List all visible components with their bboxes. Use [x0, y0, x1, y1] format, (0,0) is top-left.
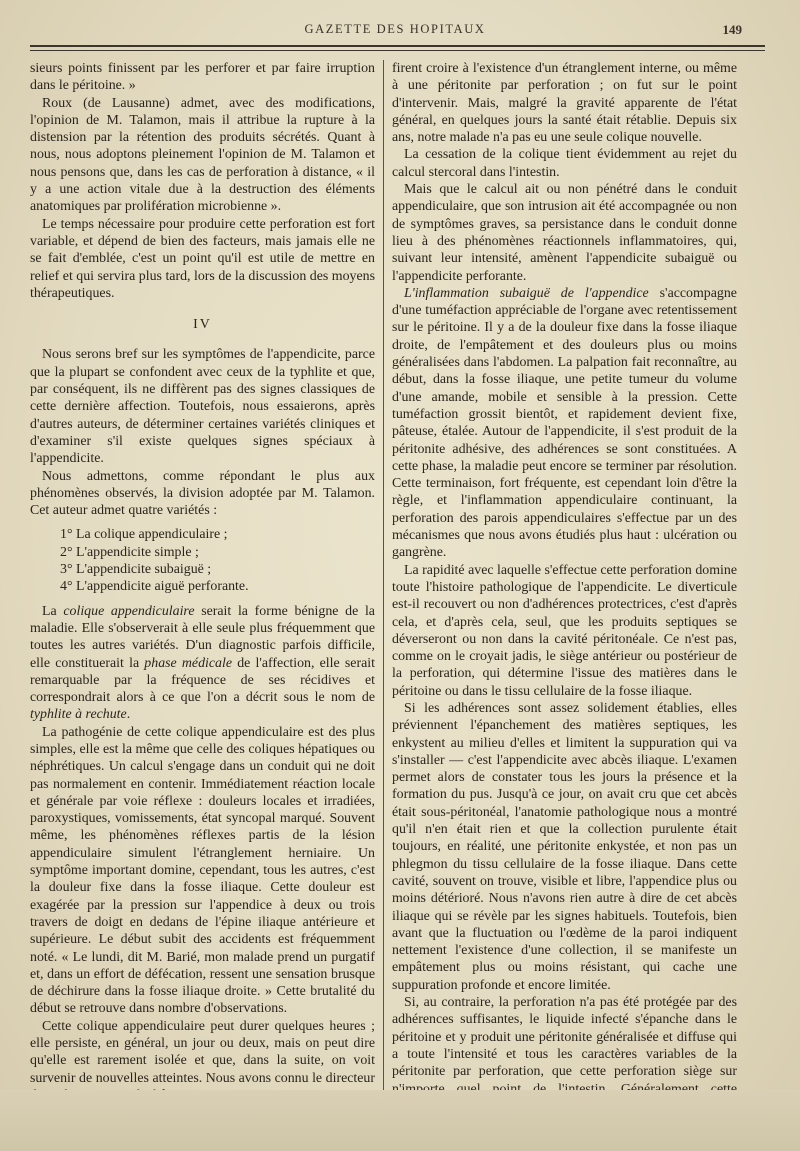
page-number: 149 — [722, 22, 742, 37]
text-run: serait la forme bénigne de la maladie. Elle s'observerait à elle seule plus fréquemment que toutes les autres variétés. D'un diagnostic parfois difficile, elle constituerait la — [30, 603, 375, 671]
paragraph: La rapidité avec laquelle s'effectue cette perforation domine toute l'histoire pathologique de l'appendicite. Le diverticule est-il recouvert ou non d'adhérences protectrices, c'est d'après cela, et d'après cela, seul, que les produits septiques se déverseront ou non dans la cavité péritonéale. Ce n'est pas, comme on le croyait jadis, le siège antérieur ou postérieur de la perforation, qui détermine l'issue des matières dans le péritoine ou dans le tissu cellulaire de la fosse iliaque. — [392, 562, 737, 699]
list-item: 1° La colique appendiculaire ; — [60, 527, 228, 543]
list-item: 3° L'appendicite subaiguë ; — [60, 562, 212, 578]
paragraph: Nous admettons, comme répondant le plus aux phénomènes observés, la division adoptée par M. Talamon. Cet auteur admet quatre variétés : — [30, 468, 375, 519]
list-item: 4° L'appendicite aiguë perforante. — [60, 579, 249, 595]
page-bottom-margin — [0, 1090, 800, 1151]
text-run: s'accompagne d'une tuméfaction appréciable de l'organe avec retentissement sur le péritoine. Il y a de la douleur fixe dans la fosse iliaque droite, de l'empâtement et des douleurs plus ou moins généralisées dans l'abdomen. La palpation fait reconnaître, au début, dans la fosse iliaque, une petite tumeur du volume d'une amande, mobile et sensible à la pression. Cette tuméfaction grossit bientôt, et rapidement devient fixe, pâteuse, étalée. Autour de l'appendicite, il s'est produit de la péritonite adhésive, des adhérences se sont constituées. A cette phase, la maladie peut encore se terminer par résolution. Cette terminaison, fort fréquente, est cependant loin d'être la règle, et l'inflammation appendiculaire continuant, la perforation des parois appendiculaires s'effectue par un des mécanismes que nous avons étudiés plus haut : ulcération ou gangrène. — [392, 285, 737, 561]
varieties-list — [30, 526, 375, 595]
running-header: GAZETTE DES HOPITAUX — [304, 22, 486, 36]
paragraph: Roux (de Lausanne) admet, avec des modifications, l'opinion de M. Talamon, mais il attribue la rupture à la distension par la rétention des produits sécrétés. Quant à nous, nous adoptons pleinement l'opinion de M. Talamon et nous pensons que, dans les cas de perforation à distance, « il y a une action vitale due à la destruction des éléments anatomiques par prolifération microbienne ». — [30, 95, 375, 215]
paragraph: La pathogénie de cette colique appendiculaire est des plus simples, elle est la même que celle des coliques hépatiques ou néphrétiques. Un calcul s'engage dans un conduit qui ne doit pas normalement en contenir. Immédiatement réaction locale et générale par voie réflexe : douleurs locales et irradiées, paroxystiques, vomissements, état syncopal marqué. Souvent même, les phénomènes réflexes partis de la lésion appendiculaire simulent l'étranglement herniaire. Un symptôme important domine, cependant, tous les autres, c'est la douleur fixe dans la fosse iliaque. Cette douleur est exagérée par la pression sur l'appendice à deux ou trois travers de doigt en dedans de l'épine iliaque antérieure et supérieure. Le début subit des accidents est fréquemment noté. « Le lundi, dit M. Barié, mon malade prend un purgatif et, dans un effort de défécation, ressent une sensation brusque de déchirure dans la fosse iliaque droite. » Cette brutalité du début se retrouve dans nombre d'observations. — [30, 724, 375, 1017]
paragraph: Si, au contraire, la perforation n'a pas été protégée par des adhérences suffisantes, le liquide infecté s'épanche dans le péritoine et y produit une péritonite généralisée et diffuse qui a toute l'intensité et tous les caractères variables de la péritonite par perforation, que cette perforation siège sur — [392, 995, 737, 1080]
paragraph — [392, 285, 737, 562]
italic-term: phase médicale — [144, 655, 233, 671]
header-rule-thick — [30, 45, 765, 47]
italic-term: L'inflammation subaiguë de l'appendice — [404, 285, 649, 301]
paragraph: Mais que le calcul ait ou non pénétré dans le conduit appendiculaire, que son intrusion ait été accompagnée ou non de symptômes graves, sa persistance dans le conduit donne lieu à des phénomènes réactionnels inflammatoires, qui, suivant leur intensité, amènent l'appendicite subaiguë ou l'appendicite perforante. — [392, 182, 737, 284]
list-item: 2° L'appendicite simple ; — [60, 544, 199, 560]
paragraph: Le temps nécessaire pour produire cette perforation est fort variable, et dépend de bien des facteurs, mais jamais elle ne se fait d'emblée, c'est un point qu'il est utile de mettre en relief et qui servira plus tard, lors de la discussion des moyens thérapeutiques. — [30, 216, 375, 301]
paragraph: Cette colique appendiculaire peut durer quelques heures ; elle persiste, en général, un jour ou deux, mais on peut dire qu'elle est rarement isolée et que, dans la suite, on voit survenir de nouvelles atteintes. Nous avons connu le directeur — [30, 1018, 375, 1086]
paragraph: La cessation de la colique tient évidemment au rejet du calcul stercoral dans l'intestin. — [392, 147, 737, 180]
right-column — [392, 60, 737, 1090]
column-divider — [383, 60, 384, 1090]
paragraph: Nous serons bref sur les symptômes de l'appendicite, parce que la plupart se confondent avec ceux de la typhlite et que, par conséquent, ils ne diffèrent pas des signes classiques de cette dernière affection. Toutefois, nous essaierons, après d'autres auteurs, de déterminer certaines variétés cliniques et d'examiner s'il existe quelques signes spéciaux à l'appendicite. — [30, 347, 375, 467]
paragraph: firent croire à l'existence d'un étranglement interne, ou même à une péritonite par perforation ; on fut sur le point d'intervenir. Mais, malgré la gravité apparente de l'état général, en quelques jours la santé était rétablie. Depuis six ans, notre malade n'a pas eu une seule colique nouvelle. — [392, 61, 737, 146]
paragraph: Si les adhérences sont assez solidement établies, elles préviennent l'épanchement des matières septiques, les enkystent au milieu d'elles et limitent la suppuration qui va s'installer — c'est l'appendicite avec abcès iliaque. L'examen permet alors de constater tous les jours la présence et la formation du pus. Jusqu'à ce jour, on avait cru que cet abcès était sous-péritonéal, l'anatomie pathologique nous a montré qu'il n'en était rien et que la collection purulente était toujours, en réalité, une péritonite enkystée, et non pas un phlegmon du tissu cellulaire de la fosse iliaque. Dans cette cavité, souvent on trouve, visible et libre, l'appendice plus ou moins détérioré. Nous n'avons rien autre à dire de cet abcès iliaque qui se révèle par les signes habituels. Toutefois, bien avant que la fluctuation ou l'œdème de la paroi indiquent nettement l'existence d'une collection, il se manifeste un empâtement plus ou moins résistant, qui cache une suppuration profonde et encore limitée. — [392, 700, 737, 993]
text-run: . — [126, 707, 131, 723]
text-run: de l'affection, elle serait remarquable par la fréquence de ses récidives et correspondrait alors à ce que l'on a décrit sous le nom de — [30, 655, 375, 706]
italic-term: typhlite à rechute — [30, 707, 127, 723]
text-run: La — [42, 603, 57, 619]
left-column — [30, 60, 375, 1090]
header-rule-thin — [30, 50, 765, 51]
paragraph — [30, 603, 375, 724]
section-heading: IV — [193, 317, 212, 333]
italic-term: colique appendiculaire — [63, 603, 195, 619]
paragraph: sieurs points finissent par les perforer et par faire irruption dans le péritoine. » — [30, 61, 375, 94]
